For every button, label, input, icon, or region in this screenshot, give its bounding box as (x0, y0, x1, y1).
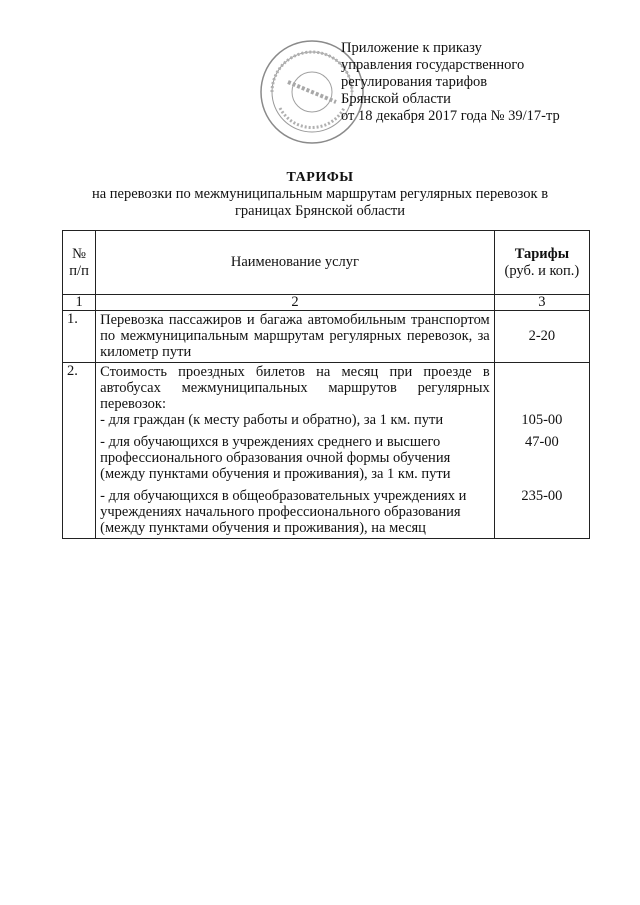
sub-item-price: 235-00 (521, 488, 563, 504)
appendix-line: Приложение к приказу (341, 40, 482, 56)
table-header-row (63, 231, 590, 295)
document-title: ТАРИФЫ (286, 170, 354, 185)
document-subtitle (0, 186, 640, 220)
col-number: 2 (96, 295, 495, 311)
tariff-table (62, 230, 590, 539)
sub-item-text: - для обучающихся в общеобразовательных учреждениях и учреждениях начального профессионального образования (между пунктами обучения и проживания), на месяц (100, 488, 467, 536)
header-name: Наименование услуг (96, 231, 495, 295)
sub-item-price: 47-00 (524, 434, 559, 450)
sub-item-text: - для обучающихся в учреждениях среднего и высшего профессионального образования очной формы обучения (между пунктами обучения и проживания), за 1 км. пути (100, 434, 451, 482)
appendix-line: регулирования тарифов (341, 74, 488, 90)
header-price (494, 231, 589, 295)
row-price-cell (494, 363, 589, 539)
appendix-block (341, 40, 621, 125)
subtitle-line: на перевозки по межмуниципальным маршрутам регулярных перевозок в (91, 186, 549, 202)
appendix-line: от 18 декабря 2017 года № 39/17-тр (341, 108, 560, 124)
row-num: 1. (63, 311, 96, 363)
table-row (63, 363, 590, 539)
sub-item-text: - для граждан (к месту работы и обратно), за 1 км. пути (100, 412, 444, 428)
appendix-line: Брянской области (341, 91, 451, 107)
column-number-row (63, 295, 590, 311)
row-price: 2-20 (494, 311, 589, 363)
table-row (63, 311, 590, 363)
col-number: 1 (63, 295, 96, 311)
header-num: № п/п (63, 231, 96, 295)
row-text: Перевозка пассажиров и багажа автомобильным транспортом по межмуниципальным маршрутам регулярных перевозок, за километр пути (96, 311, 495, 363)
appendix-line: управления государственного (341, 57, 525, 73)
sub-item-price: 105-00 (521, 412, 563, 428)
row-text: Стоимость проездных билетов на месяц при проезде в автобусах межмуниципальных маршрутов регулярных перевозок: (100, 364, 490, 412)
header-price-title: Тарифы (514, 245, 570, 262)
col-number: 3 (494, 295, 589, 311)
header-price-unit: (руб. и коп.) (504, 262, 580, 279)
row-num: 2. (63, 363, 96, 539)
subtitle-line: границах Брянской области (234, 203, 406, 219)
row-text-cell (96, 363, 495, 539)
